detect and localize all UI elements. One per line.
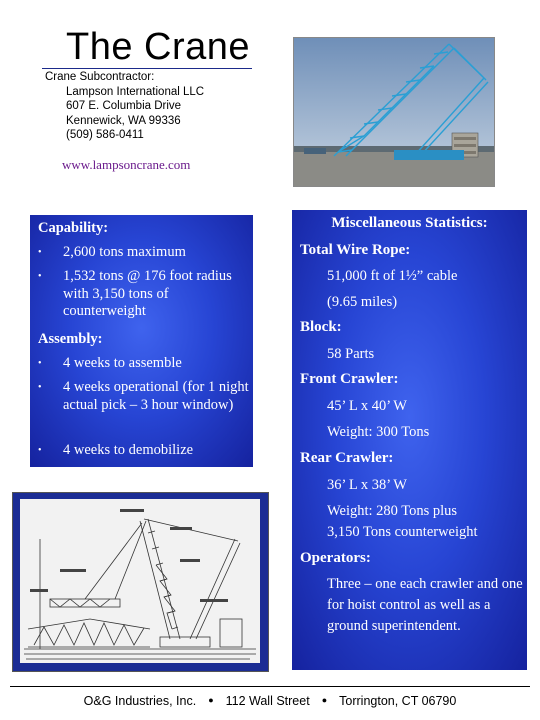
page-title: The Crane: [66, 26, 251, 68]
contact-block: [45, 70, 204, 143]
wire-rope-miles: (9.65 miles): [327, 294, 398, 310]
rear-crawler-label: Rear Crawler:: [300, 450, 394, 466]
front-crawler-label: Front Crawler:: [300, 371, 399, 387]
footer-city: Torrington, CT 06790: [339, 694, 457, 708]
footer-separator: ●: [208, 695, 214, 705]
website-link[interactable]: www.lampsoncrane.com: [62, 157, 191, 172]
crane-photo: [293, 37, 495, 187]
assembly-heading: Assembly:: [38, 331, 103, 347]
list-item: • 1,532 tons @ 176 foot radius with 3,150 tons of counterweight: [38, 268, 232, 319]
operators-label: Operators:: [300, 550, 371, 566]
contact-street: 607 E. Columbia Drive: [66, 100, 182, 112]
capability-panel: [30, 215, 253, 467]
misc-statistics-panel: [292, 210, 527, 670]
list-item: • 2,600 tons maximum: [38, 244, 186, 260]
front-crawler-dims: 45’ L x 40’ W: [327, 398, 407, 414]
bullet-icon: •: [38, 271, 42, 282]
list-item: • 4 weeks operational (for 1 night actual pick – 3 hour window): [38, 379, 249, 413]
contact-city: Kennewick, WA 99336: [66, 114, 181, 127]
crane-drawing: [12, 492, 269, 672]
operators-value: Three – one each crawler and one for hoist control as well as a ground superintendent.: [327, 576, 523, 634]
bullet-icon: •: [38, 445, 42, 456]
list-item: • 4 weeks to assemble: [38, 355, 182, 371]
block-label: Block:: [300, 319, 342, 335]
footer-street: 112 Wall Street: [225, 694, 310, 708]
list-item: • 4 weeks to demobilize: [38, 442, 194, 458]
footer-company: O&G Industries, Inc.: [83, 694, 197, 708]
wire-rope-value: 51,000 ft of 1½” cable: [327, 268, 458, 284]
rear-crawler-dims: 36’ L x 38’ W: [327, 477, 407, 493]
capability-heading: Capability:: [38, 220, 109, 236]
front-crawler-weight: Weight: 300 Tons: [327, 424, 430, 440]
contact-heading: Crane Subcontractor:: [45, 71, 155, 83]
footer-divider: [10, 686, 530, 687]
contact-phone: (509) 586-0411: [66, 129, 144, 141]
footer: [0, 694, 540, 708]
block-value: 58 Parts: [327, 346, 375, 362]
crane-drawing-sheet: [20, 499, 260, 663]
bullet-icon: •: [38, 358, 42, 369]
title-underline: [42, 68, 252, 69]
misc-heading: Miscellaneous Statistics:: [331, 215, 488, 231]
rear-crawler-counterweight: 3,150 Tons counterweight: [327, 524, 478, 540]
bullet-icon: •: [38, 247, 42, 258]
rear-crawler-weight: Weight: 280 Tons plus: [327, 503, 458, 519]
wire-rope-label: Total Wire Rope:: [300, 242, 411, 258]
bullet-icon: •: [38, 382, 42, 393]
contact-company: Lampson International LLC: [66, 85, 205, 98]
footer-separator: ●: [321, 695, 328, 705]
